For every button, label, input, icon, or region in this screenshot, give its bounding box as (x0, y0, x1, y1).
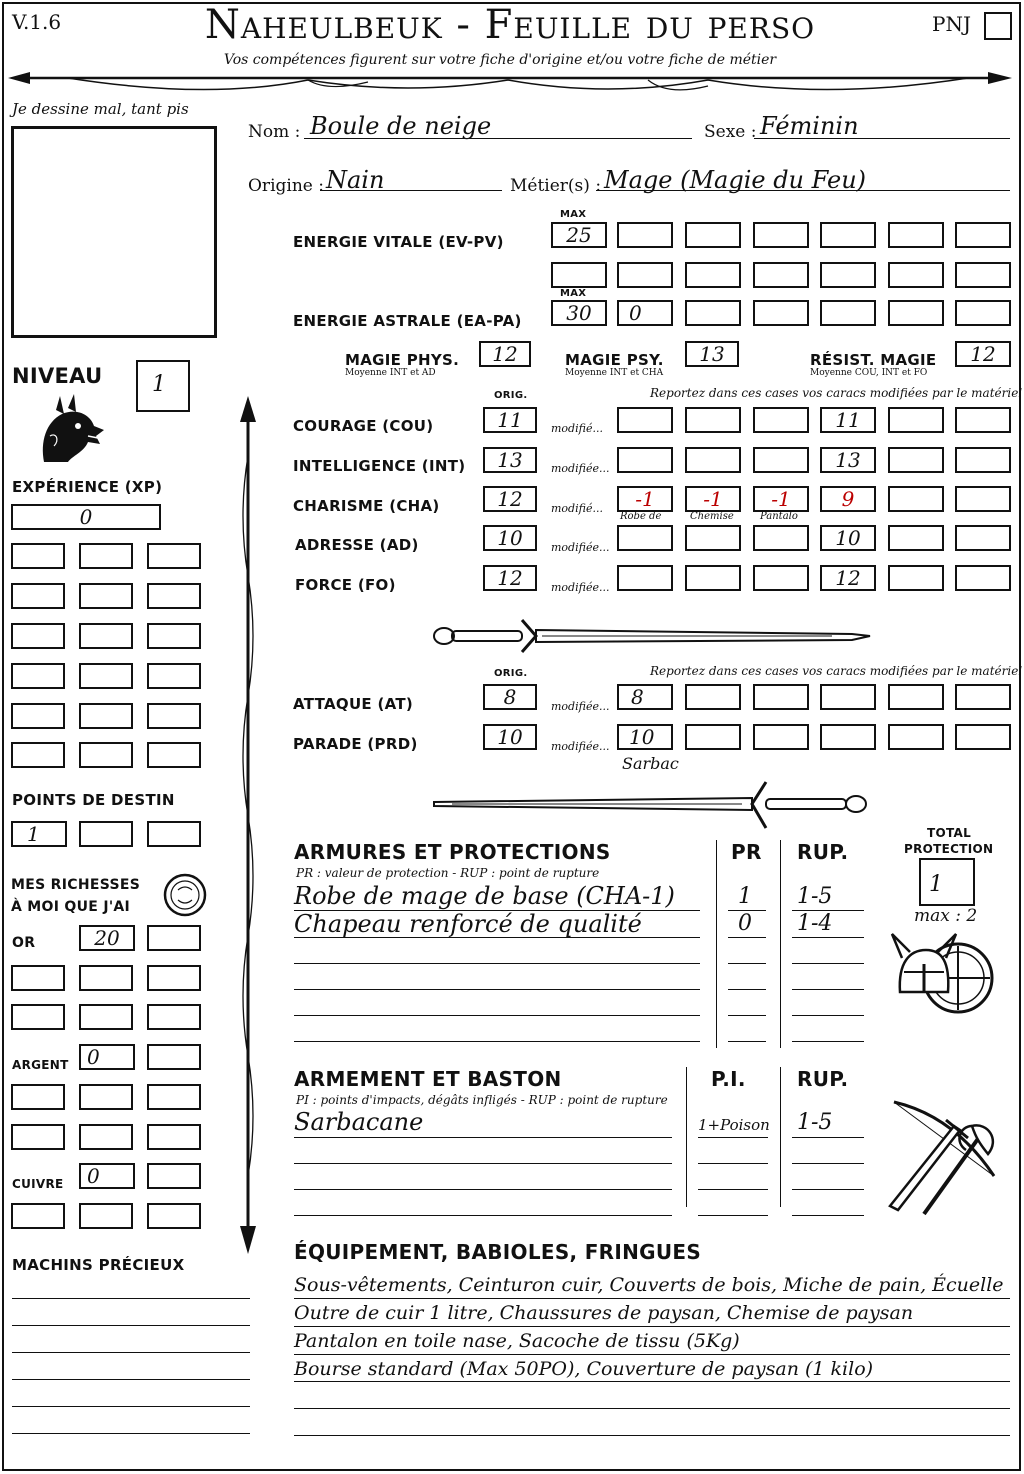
armure-row-1-pr[interactable]: 1 (738, 884, 752, 909)
prd-mod-label: modifiée... (551, 740, 610, 753)
prd-mod-box[interactable] (685, 724, 741, 750)
fo-mod[interactable] (955, 565, 1011, 591)
nom-label: Nom : (248, 122, 301, 142)
ea-box[interactable] (820, 300, 876, 326)
xp-tally-box[interactable] (147, 703, 201, 729)
cou-mod[interactable] (617, 407, 673, 433)
cou-mod[interactable] (888, 407, 944, 433)
ad-mod[interactable] (888, 525, 944, 551)
ad-mod[interactable] (955, 525, 1011, 551)
xp-tally-box[interactable] (147, 543, 201, 569)
ev-box[interactable] (685, 262, 741, 288)
richesses-label-1: MES RICHESSES (11, 877, 141, 893)
resist-magie-sub: Moyenne COU, INT et FO (810, 368, 928, 378)
combat-report-note: Reportez dans ces cases vos caracs modifiées par le matériel (650, 664, 1023, 678)
xp-tally-box[interactable] (79, 663, 133, 689)
magie-psy-box[interactable]: 13 (685, 341, 739, 367)
argent-box[interactable] (147, 1124, 201, 1150)
cha-mod-1-note: Robe de (620, 511, 662, 522)
armure-row-1-name[interactable]: Robe de mage de base (CHA-1) (294, 882, 675, 910)
sexe-value[interactable]: Féminin (760, 112, 859, 140)
at-mod-box[interactable] (888, 684, 944, 710)
argent-box[interactable] (147, 1044, 201, 1070)
magie-psy-sub: Moyenne INT et CHA (565, 368, 664, 378)
xp-tally-box[interactable] (79, 623, 133, 649)
cuivre-label: CUIVRE (12, 1177, 64, 1191)
sword-icon (432, 778, 872, 834)
cou-final[interactable]: 11 (820, 407, 876, 433)
int-mod[interactable] (888, 447, 944, 473)
xp-tally-box[interactable] (11, 583, 65, 609)
int-mod[interactable] (955, 447, 1011, 473)
prd-mod[interactable]: 10 (617, 724, 673, 750)
xp-tally-box[interactable] (147, 623, 201, 649)
armement-sub: PI : points d'impacts, dégâts infligés - RUP : point de rupture (296, 1093, 668, 1107)
ev-box[interactable] (888, 222, 944, 248)
arme-row-1-name[interactable]: Sarbacane (294, 1108, 424, 1136)
armures-divider (716, 840, 717, 1048)
ev-box[interactable] (753, 262, 809, 288)
xp-tally-box[interactable] (147, 742, 201, 768)
pnj-checkbox[interactable] (984, 12, 1012, 40)
armure-row-2-pr[interactable]: 0 (738, 911, 752, 936)
destin-box[interactable] (79, 821, 133, 847)
ev-box[interactable] (685, 222, 741, 248)
cha-mod-2[interactable]: -1 (685, 486, 741, 512)
cou-mod[interactable] (955, 407, 1011, 433)
int-label: INTELLIGENCE (INT) (293, 457, 466, 475)
armement-divider (686, 1067, 687, 1207)
sexe-label: Sexe : (704, 122, 757, 142)
spear-icon (234, 396, 262, 1256)
magie-phys-box[interactable]: 12 (479, 341, 531, 367)
xp-tally-box[interactable] (147, 583, 201, 609)
origine-label: Origine : (248, 176, 324, 196)
ev-box[interactable] (955, 262, 1011, 288)
prd-orig[interactable]: 10 (483, 724, 537, 750)
magie-phys-sub: Moyenne INT et AD (345, 368, 436, 378)
int-orig[interactable]: 13 (483, 447, 537, 473)
fo-mod-label: modifiée... (551, 581, 610, 594)
fo-final[interactable]: 12 (820, 565, 876, 591)
combat-orig-header: ORIG. (494, 668, 528, 679)
cha-mod-2-note: Chemise (690, 511, 734, 522)
equipement-line-1[interactable]: Sous-vêtements, Ceinturon cuir, Couverts de bois, Miche de pain, Écuelle (294, 1274, 1004, 1296)
richesses-label-2: À MOI QUE J'AI (11, 899, 131, 915)
xp-label: EXPÉRIENCE (XP) (12, 478, 163, 496)
resist-magie-label: RÉSIST. MAGIE (810, 351, 937, 369)
destin-label: POINTS DE DESTIN (12, 791, 175, 809)
coin-icon (162, 872, 208, 918)
total-protection-box[interactable]: 1 (919, 858, 975, 906)
total-protection-max: max : 2 (914, 906, 978, 926)
prd-mod-box[interactable] (820, 724, 876, 750)
at-orig[interactable]: 8 (483, 684, 537, 710)
cuivre-box[interactable] (147, 1163, 201, 1189)
ea-box[interactable] (753, 300, 809, 326)
page-subtitle: Vos compétences figurent sur votre fiche d'origine et/ou votre fiche de métier (223, 52, 777, 68)
fo-mod[interactable] (617, 565, 673, 591)
xp-tally-box[interactable] (79, 543, 133, 569)
ev-box[interactable] (617, 262, 673, 288)
cou-label: COURAGE (COU) (293, 417, 434, 435)
xp-tally-box[interactable] (147, 663, 201, 689)
cuivre-box[interactable] (79, 1203, 133, 1229)
armures-divider (780, 840, 781, 1048)
ea-box[interactable] (955, 300, 1011, 326)
equipement-title: ÉQUIPEMENT, BABIOLES, FRINGUES (294, 1240, 702, 1264)
cuivre-box[interactable] (147, 1203, 201, 1229)
xp-tally-box[interactable] (79, 742, 133, 768)
prd-label: PARADE (PRD) (293, 735, 418, 753)
machins-label: MACHINS PRÉCIEUX (12, 1256, 185, 1274)
sword-icon (432, 612, 872, 658)
armures-rup-header: RUP. (797, 840, 849, 864)
at-mod-box[interactable] (955, 684, 1011, 710)
niveau-label: NIVEAU (12, 364, 103, 388)
armures-sub: PR : valeur de protection - RUP : point de rupture (296, 866, 600, 880)
or-box[interactable] (11, 1004, 65, 1030)
ev-max-caption: MAX (560, 209, 587, 220)
caracs-report-note: Reportez dans ces cases vos caracs modifiées par le matériel (650, 386, 1023, 400)
prd-mod-box[interactable] (753, 724, 809, 750)
cha-mod-label: modifié... (551, 502, 603, 515)
equipement-line-4[interactable]: Bourse standard (Max 50PO), Couverture de paysan (1 kilo) (294, 1358, 874, 1380)
niveau-box[interactable]: 1 (136, 360, 190, 412)
int-mod[interactable] (685, 447, 741, 473)
ad-mod[interactable] (685, 525, 741, 551)
armement-title: ARMEMENT ET BASTON (294, 1067, 562, 1091)
portrait-box[interactable] (11, 126, 217, 338)
ev-box[interactable] (888, 262, 944, 288)
ea-max-caption: MAX (560, 288, 587, 299)
nom-value[interactable]: Boule de neige (310, 112, 492, 140)
int-final[interactable]: 13 (820, 447, 876, 473)
cha-mod-3-note: Pantalo (760, 511, 798, 522)
total-label-1: TOTAL (927, 826, 972, 840)
ea-box[interactable] (888, 300, 944, 326)
orig-header: ORIG. (494, 390, 528, 401)
ea-current-box[interactable]: 0 (617, 300, 673, 326)
ad-mod[interactable] (753, 525, 809, 551)
cou-mod-label: modifié... (551, 422, 603, 435)
ad-label: ADRESSE (AD) (295, 536, 419, 554)
metier-value[interactable]: Mage (Magie du Feu) (604, 166, 867, 194)
argent-box[interactable] (147, 1084, 201, 1110)
fo-mod[interactable] (685, 565, 741, 591)
or-box[interactable] (147, 965, 201, 991)
weapons-icon (884, 1096, 1004, 1218)
helmet-shield-icon (890, 928, 998, 1024)
ev-box[interactable] (820, 222, 876, 248)
resist-magie-box[interactable]: 12 (955, 341, 1011, 367)
ea-label: ENERGIE ASTRALE (EA-PA) (293, 312, 522, 330)
portrait-caption: Je dessine mal, tant pis (12, 100, 189, 118)
cha-orig[interactable]: 12 (483, 486, 537, 512)
or-box[interactable] (147, 1004, 201, 1030)
xp-tally-box[interactable] (79, 703, 133, 729)
fo-mod[interactable] (753, 565, 809, 591)
xp-box[interactable]: 0 (11, 504, 161, 530)
or-box[interactable] (147, 925, 201, 951)
destin-box[interactable]: 1 (11, 821, 67, 847)
xp-tally-box[interactable] (11, 703, 65, 729)
cha-mod-3[interactable]: -1 (753, 486, 809, 512)
or-box[interactable]: 20 (79, 925, 135, 951)
armure-row-1-rup[interactable]: 1-5 (797, 884, 833, 909)
xp-tally-box[interactable] (11, 623, 65, 649)
at-label: ATTAQUE (AT) (293, 695, 414, 713)
arme-row-1-pi[interactable]: 1+Poison (698, 1116, 770, 1134)
or-box[interactable] (79, 1004, 133, 1030)
ev-box[interactable] (617, 222, 673, 248)
fo-label: FORCE (FO) (295, 576, 396, 594)
cuivre-box[interactable]: 0 (79, 1163, 135, 1189)
pr-header: PR (731, 840, 762, 864)
at-mod-label: modifiée... (551, 700, 610, 713)
fo-orig[interactable]: 12 (483, 565, 537, 591)
cha-final[interactable]: 9 (820, 486, 876, 512)
prd-mod-box[interactable] (955, 724, 1011, 750)
equipement-line-2[interactable]: Outre de cuir 1 litre, Chaussures de paysan, Chemise de paysan (294, 1302, 914, 1324)
cha-mod[interactable] (955, 486, 1011, 512)
xp-tally-box[interactable] (11, 742, 65, 768)
pi-header: P.I. (711, 1067, 746, 1091)
ad-mod[interactable] (617, 525, 673, 551)
int-mod[interactable] (753, 447, 809, 473)
ev-label: ENERGIE VITALE (EV-PV) (293, 233, 504, 251)
armement-divider (780, 1067, 781, 1207)
cha-label: CHARISME (CHA) (293, 497, 440, 515)
total-label-2: PROTECTION (904, 842, 994, 856)
at-mod[interactable]: 8 (617, 684, 673, 710)
prd-mod-box[interactable] (888, 724, 944, 750)
magie-psy-label: MAGIE PSY. (565, 351, 664, 369)
int-mod[interactable] (617, 447, 673, 473)
or-box[interactable] (79, 965, 133, 991)
ev-max-box[interactable]: 25 (551, 222, 607, 248)
destin-box[interactable] (147, 821, 201, 847)
or-label: OR (12, 935, 36, 951)
equipement-line-3[interactable]: Pantalon en toile nase, Sacoche de tissu (5Kg) (294, 1330, 740, 1352)
argent-box[interactable] (11, 1124, 65, 1150)
prd-mod-note: Sarbac (622, 754, 679, 773)
armement-rup-header: RUP. (797, 1067, 849, 1091)
ad-final[interactable]: 10 (820, 525, 876, 551)
at-mod-box[interactable] (820, 684, 876, 710)
armures-title: ARMURES ET PROTECTIONS (294, 840, 611, 864)
ev-box[interactable] (551, 262, 607, 288)
ev-box[interactable] (820, 262, 876, 288)
origine-value[interactable]: Nain (326, 166, 385, 194)
version-label: V.1.6 (12, 10, 62, 34)
pnj-label: PNJ (932, 12, 971, 36)
cou-mod[interactable] (685, 407, 741, 433)
int-mod-label: modifiée... (551, 462, 610, 475)
fo-mod[interactable] (888, 565, 944, 591)
ad-orig[interactable]: 10 (483, 525, 537, 551)
argent-box[interactable] (79, 1124, 133, 1150)
argent-label: ARGENT (12, 1058, 69, 1072)
at-mod-box[interactable] (753, 684, 809, 710)
ev-box[interactable] (753, 222, 809, 248)
dragon-icon (38, 392, 106, 466)
cha-mod[interactable] (888, 486, 944, 512)
xp-tally-box[interactable] (79, 583, 133, 609)
ad-mod-label: modifiée... (551, 541, 610, 554)
cou-mod[interactable] (753, 407, 809, 433)
cou-orig[interactable]: 11 (483, 407, 537, 433)
at-mod-box[interactable] (685, 684, 741, 710)
armure-row-2-rup[interactable]: 1-4 (797, 911, 833, 936)
xp-tally-box[interactable] (11, 543, 65, 569)
arme-row-1-rup[interactable]: 1-5 (797, 1110, 833, 1135)
cuivre-box[interactable] (11, 1203, 65, 1229)
ev-box[interactable] (955, 222, 1011, 248)
armure-row-2-name[interactable]: Chapeau renforcé de qualité (294, 910, 642, 938)
magie-phys-label: MAGIE PHYS. (345, 351, 460, 369)
cha-mod-1[interactable]: -1 (617, 486, 673, 512)
or-box[interactable] (11, 965, 65, 991)
ea-box[interactable] (685, 300, 741, 326)
metier-label: Métier(s) : (510, 176, 602, 196)
argent-box[interactable] (79, 1084, 133, 1110)
xp-tally-box[interactable] (11, 663, 65, 689)
argent-box[interactable]: 0 (79, 1044, 135, 1070)
argent-box[interactable] (11, 1084, 65, 1110)
page-title: Naheulbeuk - Feuille du perso (204, 2, 816, 48)
ea-max-box[interactable]: 30 (551, 300, 607, 326)
